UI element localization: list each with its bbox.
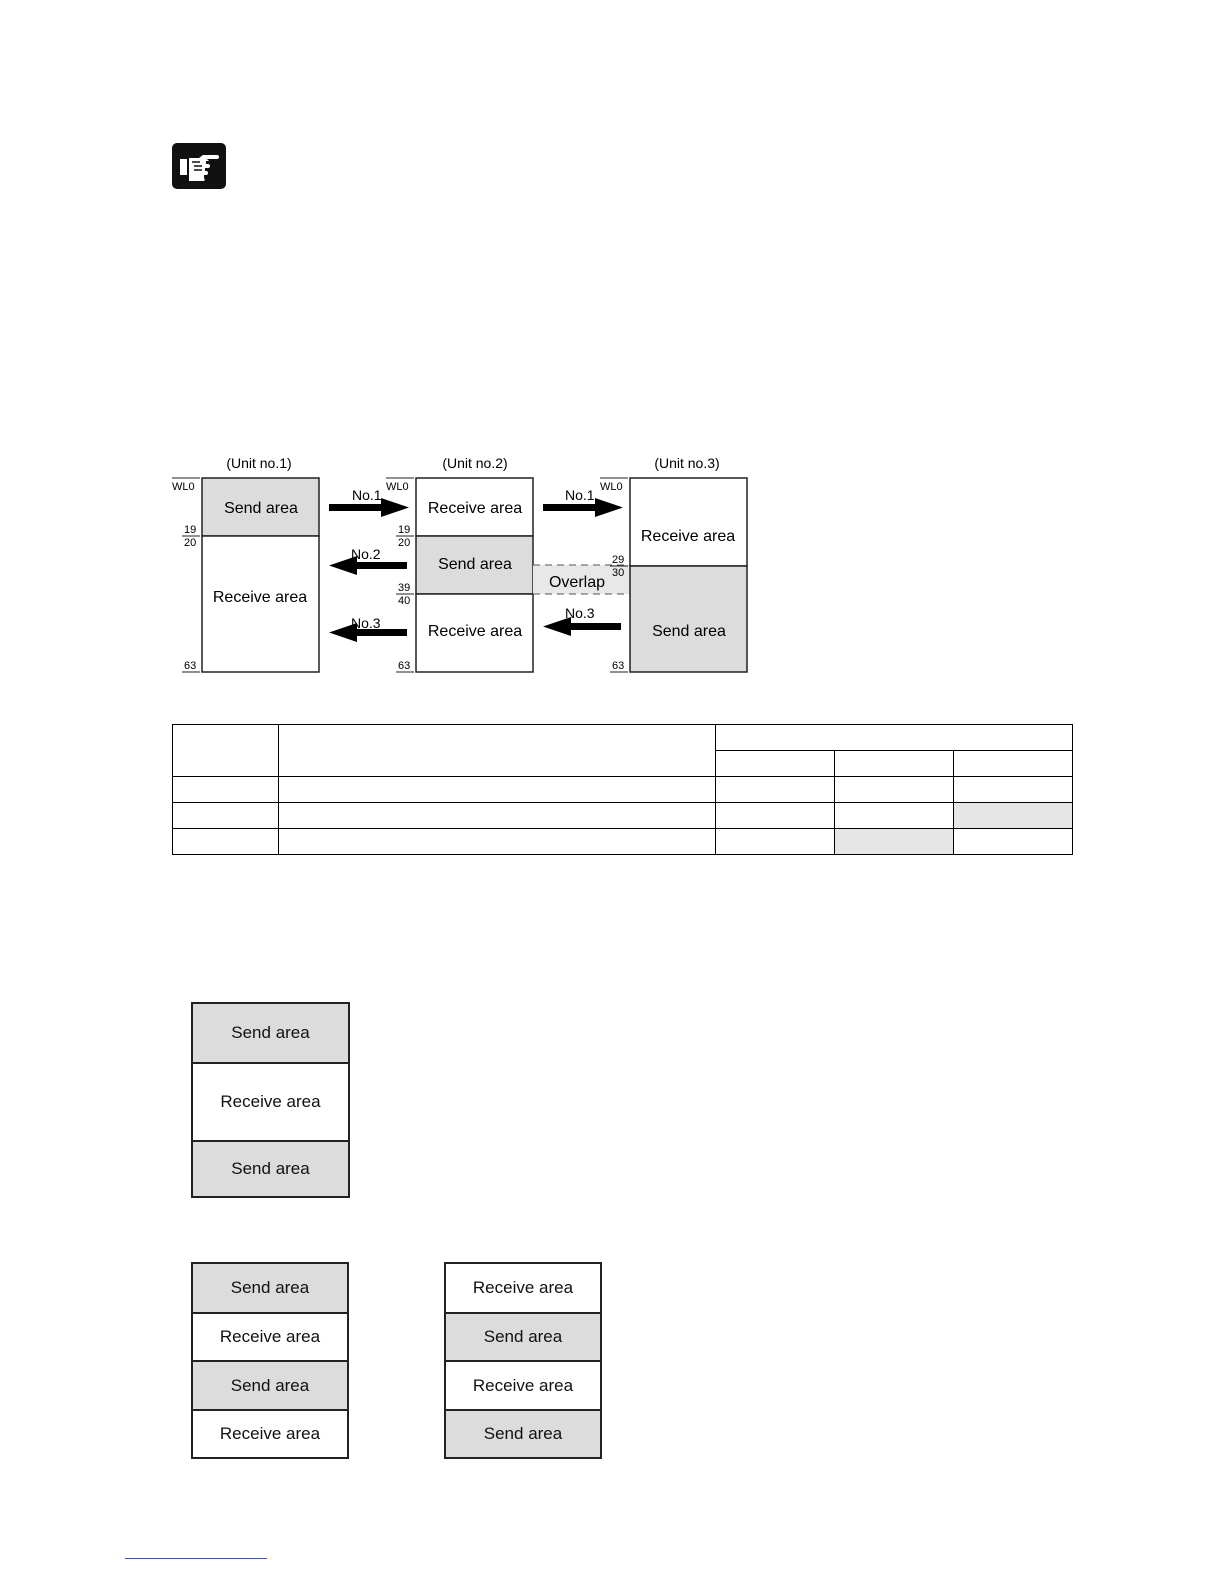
stack1-send-area: Send area bbox=[193, 1004, 348, 1064]
arrow-no3-right bbox=[543, 605, 621, 636]
unit2-receive-label-bottom: Receive area bbox=[427, 623, 523, 640]
arrow-no2-label: No.2 bbox=[351, 546, 381, 562]
unit1-n19: 19 bbox=[184, 524, 197, 536]
table-subheader-cell bbox=[716, 751, 835, 777]
arrow-no2 bbox=[329, 546, 407, 575]
arrow-no3-right-label: No.3 bbox=[565, 605, 595, 621]
table-row bbox=[173, 803, 1073, 829]
stack3-send-area: Send area bbox=[446, 1411, 600, 1457]
stack3-send-area: Send area bbox=[446, 1314, 600, 1362]
unit3-send-label: Send area bbox=[652, 623, 726, 640]
unit3-n29: 29 bbox=[612, 554, 625, 566]
table-cell bbox=[279, 829, 716, 855]
stack2-receive-area: Receive area bbox=[193, 1314, 347, 1362]
unit3-n30: 30 bbox=[612, 567, 625, 579]
table-cell bbox=[716, 777, 835, 803]
unit3-receive-block bbox=[630, 478, 747, 566]
table-header-row-1 bbox=[173, 725, 1073, 751]
unit2-n20: 20 bbox=[398, 537, 411, 549]
table-cell bbox=[279, 803, 716, 829]
unit3-send-block bbox=[630, 566, 747, 672]
stack1-receive-area: Receive area bbox=[193, 1064, 348, 1142]
area-stack-2 bbox=[191, 1262, 349, 1459]
table-row bbox=[173, 829, 1073, 855]
table-cell bbox=[716, 829, 835, 855]
unit3-title: (Unit no.3) bbox=[654, 455, 720, 471]
unit3-receive-label: Receive area bbox=[640, 528, 736, 545]
table-cell bbox=[716, 803, 835, 829]
unit3-wl0: WL0 bbox=[600, 481, 623, 493]
table-cell bbox=[954, 777, 1073, 803]
table-cell bbox=[173, 803, 279, 829]
link-area-diagram bbox=[166, 448, 766, 678]
stack2-receive-area: Receive area bbox=[193, 1411, 347, 1457]
unit1-n63: 63 bbox=[184, 660, 197, 672]
unit2-send-label: Send area bbox=[438, 556, 512, 573]
stack3-receive-area: Receive area bbox=[446, 1362, 600, 1411]
unit1-wl0: WL0 bbox=[172, 481, 195, 493]
unit2-n40: 40 bbox=[398, 595, 411, 607]
stack2-send-area: Send area bbox=[193, 1264, 347, 1314]
unit2-n63: 63 bbox=[398, 660, 411, 672]
table-row bbox=[173, 777, 1073, 803]
stack1-send-area: Send area bbox=[193, 1142, 348, 1196]
unit2-n39: 39 bbox=[398, 582, 411, 594]
table-cell bbox=[279, 777, 716, 803]
stack2-send-area: Send area bbox=[193, 1362, 347, 1411]
table-cell bbox=[835, 777, 954, 803]
unit2-receive-label-top: Receive area bbox=[427, 500, 523, 517]
unit2-title: (Unit no.2) bbox=[442, 455, 508, 471]
unit1-n20: 20 bbox=[184, 537, 197, 549]
table-cell bbox=[173, 829, 279, 855]
allocation-table bbox=[172, 724, 1073, 855]
arrow-no3-left bbox=[329, 615, 407, 642]
pointing-hand-icon bbox=[172, 143, 226, 189]
unit1-title: (Unit no.1) bbox=[226, 455, 292, 471]
overlap-label: Overlap bbox=[548, 574, 606, 591]
table-cell bbox=[835, 803, 954, 829]
table-cell-shaded bbox=[954, 803, 1073, 829]
arrow-no1-right-label: No.1 bbox=[565, 487, 595, 503]
area-stack-1 bbox=[191, 1002, 350, 1198]
unit3-n63: 63 bbox=[612, 660, 625, 672]
stack3-receive-area: Receive area bbox=[446, 1264, 600, 1314]
table-header-cell bbox=[173, 725, 279, 777]
unit2-n19: 19 bbox=[398, 524, 411, 536]
table-cell bbox=[954, 829, 1073, 855]
footer-rule bbox=[125, 1558, 267, 1559]
table-cell bbox=[173, 777, 279, 803]
table-header-cell bbox=[279, 725, 716, 777]
unit1-send-label: Send area bbox=[224, 500, 298, 517]
arrow-no3-left-label: No.3 bbox=[351, 615, 381, 631]
arrow-no1-left-label: No.1 bbox=[352, 487, 382, 503]
table-subheader-cell bbox=[835, 751, 954, 777]
table-cell-shaded bbox=[835, 829, 954, 855]
area-stack-3 bbox=[444, 1262, 602, 1459]
unit1-receive-label: Receive area bbox=[212, 589, 308, 606]
unit2-wl0: WL0 bbox=[386, 481, 409, 493]
table-subheader-cell bbox=[954, 751, 1073, 777]
table-header-cell bbox=[716, 725, 1073, 751]
